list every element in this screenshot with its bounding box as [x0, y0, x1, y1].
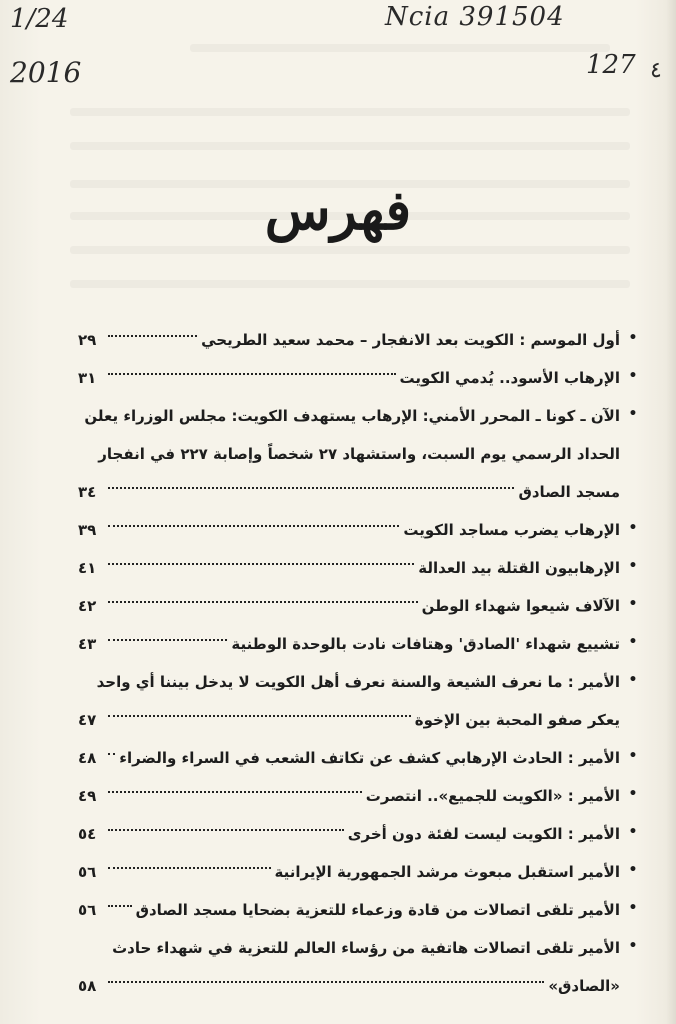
bullet-icon: • — [628, 672, 638, 688]
toc-entry-title: الأمير : الحادث الإرهابي كشف عن تكاتف الشعب في السراء والضراء — [119, 749, 620, 767]
toc-entry — [78, 614, 638, 652]
toc-page-number: ٤٣ — [78, 635, 97, 653]
toc-entry — [78, 804, 638, 842]
bullet-icon: • — [628, 520, 638, 536]
dot-leader — [108, 549, 414, 565]
dot-leader — [108, 815, 344, 831]
toc-entry — [78, 500, 638, 538]
bleed-through-line — [70, 246, 630, 254]
toc-page-number: ٣٤ — [78, 483, 97, 501]
bleed-through-line — [70, 108, 630, 116]
toc-entry — [78, 348, 638, 386]
bleed-through-line — [190, 44, 610, 52]
toc-entry-title: الأمير تلقى اتصالات هاتفية من رؤساء العالم للتعزية في شهداء حادث — [112, 939, 620, 957]
dot-leader — [108, 321, 197, 337]
toc-entry-title: الآن ـ كونا ـ المحرر الأمني: الإرهاب يستهدف الكويت: مجلس الوزراء يعلن — [84, 407, 620, 425]
bullet-icon: • — [628, 406, 638, 422]
toc-page-number: ٣١ — [78, 369, 97, 387]
toc-entry — [78, 310, 638, 348]
handwritten-year: 2016 — [10, 56, 82, 89]
toc-entry — [78, 880, 638, 918]
toc-entry — [78, 576, 638, 614]
bullet-icon: • — [628, 786, 638, 802]
toc-entry-title: الأمير : «الكويت للجميع».. انتصرت — [365, 787, 620, 805]
toc-entry-title: تشييع شهداء 'الصادق' وهتافات نادت بالوحدة الوطنية — [231, 635, 620, 653]
toc-page-number: ٣٩ — [78, 521, 97, 539]
bullet-icon: • — [628, 330, 638, 346]
toc-entry-title: الإرهابيون القتلة بيد العدالة — [418, 559, 620, 577]
bullet-icon: • — [628, 938, 638, 954]
dot-leader — [108, 625, 227, 641]
toc-entry — [78, 728, 638, 766]
toc-page-number: ٥٦ — [78, 863, 97, 881]
handwritten-mark: ٤ — [650, 58, 662, 83]
toc-entry — [78, 652, 638, 728]
toc-entry — [78, 538, 638, 576]
bullet-icon: • — [628, 824, 638, 840]
handwritten-catalog-code: Ncia 391504 — [385, 2, 565, 32]
page-title: فهرس — [264, 178, 412, 242]
toc-page-number: ٥٦ — [78, 901, 97, 919]
bullet-icon: • — [628, 558, 638, 574]
toc-entry-title: أول الموسم : الكويت بعد الانفجار – محمد سعيد الطريحي — [201, 331, 620, 349]
toc-page-number: ٢٩ — [78, 331, 97, 349]
toc-entry-title: الإرهاب الأسود.. يُدمي الكويت — [399, 369, 620, 387]
dot-leader — [108, 587, 418, 603]
handwritten-volume: 1/24 — [10, 4, 69, 34]
toc-entry-title: مسجد الصادق — [518, 483, 620, 501]
bullet-icon: • — [628, 900, 638, 916]
toc-entry-title: الحداد الرسمي يوم السبت، واستشهاد ٢٧ شخصاً وإصابة ٢٢٧ في انفجار — [98, 445, 620, 463]
dot-leader — [108, 473, 514, 489]
bullet-icon: • — [628, 748, 638, 764]
toc-entry — [78, 842, 638, 880]
dot-leader — [108, 967, 544, 983]
toc-entry-title: الأمير استقبل مبعوث مرشد الجمهورية الإيرانية — [274, 863, 620, 881]
toc-page-number: ٤٩ — [78, 787, 97, 805]
toc-entry — [78, 918, 638, 994]
toc-page-number: ٤١ — [78, 559, 97, 577]
toc-entry-title: الأمير تلقى اتصالات من قادة وزعماء للتعزية بضحايا مسجد الصادق — [135, 901, 620, 919]
toc-entry-title: الآلاف شيعوا شهداء الوطن — [421, 597, 620, 615]
toc-page-number: ٤٨ — [78, 749, 97, 767]
dot-leader — [108, 853, 271, 869]
toc-entry-title: يعكر صفو المحبة بين الإخوة — [414, 711, 620, 729]
toc-entry-title: الأمير : ما نعرف الشيعة والسنة نعرف أهل الكويت لا يدخل بيننا أي واحد — [96, 673, 620, 691]
bleed-through-line — [70, 280, 630, 288]
toc-page-number: ٥٤ — [78, 825, 97, 843]
dot-leader — [108, 511, 399, 527]
toc-page-number: ٤٢ — [78, 597, 97, 615]
toc-entry — [78, 766, 638, 804]
toc-page-number: ٥٨ — [78, 977, 97, 995]
dot-leader — [108, 739, 115, 755]
bullet-icon: • — [628, 634, 638, 650]
bullet-icon: • — [628, 368, 638, 384]
toc-entry-title: الإرهاب يضرب مساجد الكويت — [403, 521, 620, 539]
bullet-icon: • — [628, 862, 638, 878]
toc-page-number: ٤٧ — [78, 711, 97, 729]
toc-entry-title: «الصادق» — [548, 977, 620, 995]
bullet-icon: • — [628, 596, 638, 612]
page-edge-shadow — [666, 0, 676, 1024]
dot-leader — [108, 701, 411, 717]
bleed-through-line — [70, 142, 630, 150]
dot-leader — [108, 777, 362, 793]
toc-entry — [78, 386, 638, 500]
dot-leader — [108, 891, 132, 907]
handwritten-page-number: 127 — [586, 50, 636, 80]
dot-leader — [108, 359, 396, 375]
table-of-contents — [78, 310, 638, 994]
toc-entry-title: الأمير : الكويت ليست لفئة دون أخرى — [347, 825, 620, 843]
